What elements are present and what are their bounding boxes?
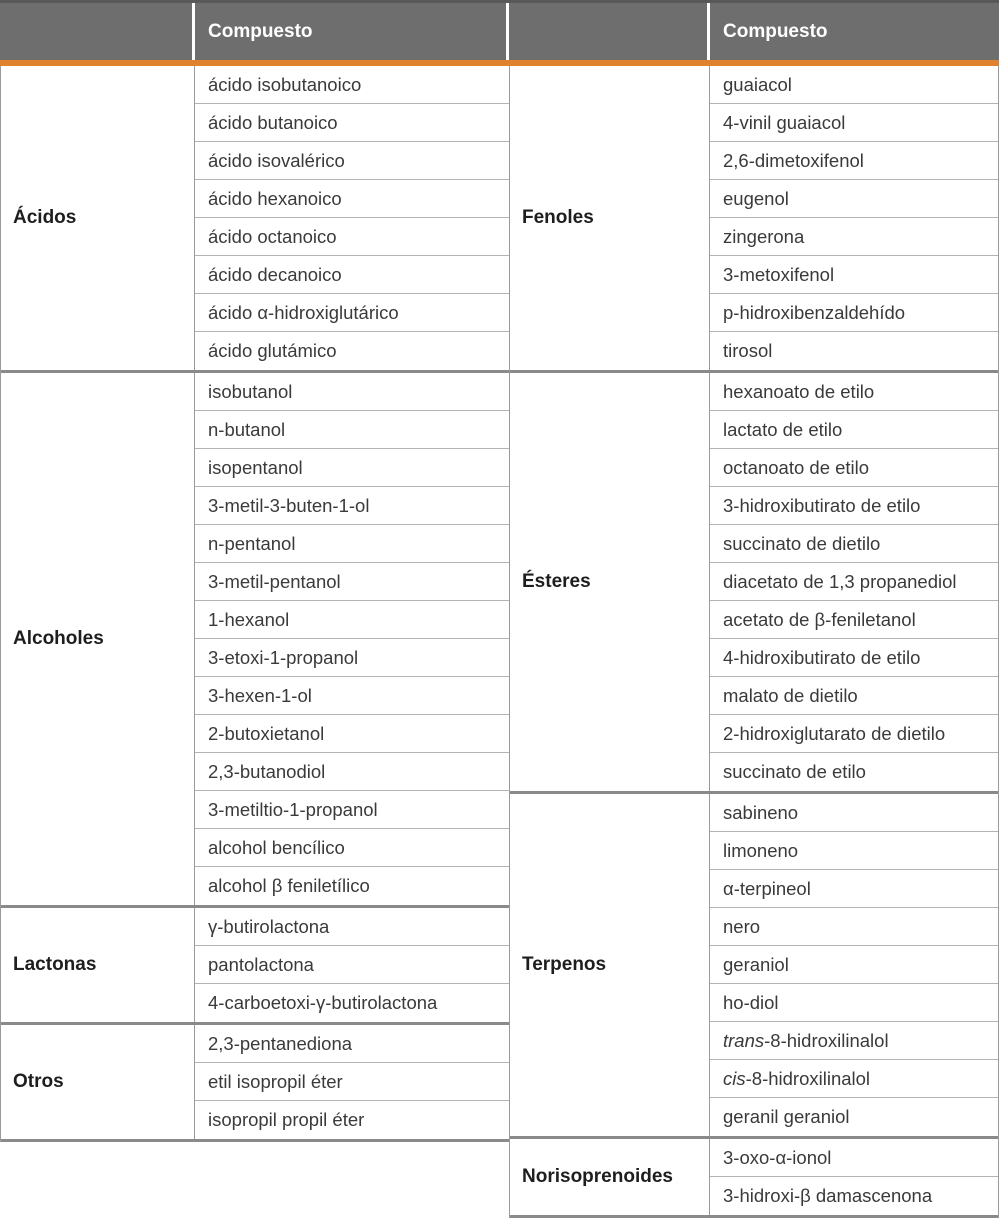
compound-cell: n-butanol bbox=[195, 411, 509, 449]
compound-cell: 3-hidroxi-β damascenona bbox=[723, 1185, 933, 1206]
compound-cell: n-pentanol bbox=[195, 525, 509, 563]
compound-cell: guaiacol bbox=[710, 66, 998, 104]
compound-cell: ho-diol bbox=[710, 984, 998, 1022]
compound-cell bbox=[710, 1022, 998, 1060]
compound-cell: 3-metiltio-1-propanol bbox=[195, 791, 509, 829]
section-fenoles bbox=[510, 66, 998, 370]
category-cell-lactonas: Lactonas bbox=[1, 908, 195, 1022]
section-acidos bbox=[1, 66, 509, 370]
compound-cell: ácido octanoico bbox=[195, 218, 509, 256]
compound-rows bbox=[195, 908, 509, 1022]
compound-cell: alcohol bencílico bbox=[195, 829, 509, 867]
compound-cell: ácido α-hidroxiglutárico bbox=[195, 294, 509, 332]
compound-cell: 3-hidroxibutirato de etilo bbox=[710, 487, 998, 525]
category-cell-acidos: Ácidos bbox=[1, 66, 195, 370]
compound-cell: diacetato de 1,3 propanediol bbox=[710, 563, 998, 601]
compound-cell: 3-oxo-α-ionol bbox=[710, 1139, 998, 1177]
compound-cell: geraniol bbox=[710, 946, 998, 984]
compound-cell: succinato de dietilo bbox=[710, 525, 998, 563]
compound-rows bbox=[195, 373, 509, 905]
category-cell-otros: Otros bbox=[1, 1025, 195, 1139]
compound-cell: 2-hidroxiglutarato de dietilo bbox=[710, 715, 998, 753]
table-header-row bbox=[0, 3, 999, 60]
compound-cell: isobutanol bbox=[195, 373, 509, 411]
compound-cell: 3-metil-pentanol bbox=[195, 563, 509, 601]
left-table bbox=[0, 66, 509, 1142]
header-cell-compuesto-left: Compuesto bbox=[195, 3, 509, 60]
compound-cell: 4-carboetoxi-γ-butirolactona bbox=[208, 992, 438, 1013]
compound-cell: 3-metoxifenol bbox=[710, 256, 998, 294]
compound-cell: 2,6-dimetoxifenol bbox=[710, 142, 998, 180]
compound-cell: eugenol bbox=[710, 180, 998, 218]
compound-cell: ácido butanoico bbox=[195, 104, 509, 142]
compound-cell: geranil geraniol bbox=[723, 1106, 850, 1127]
compound-italic-prefix: trans bbox=[723, 1029, 765, 1051]
compound-text: -8-hidroxilinalol bbox=[745, 1067, 871, 1089]
compound-cell: ácido decanoico bbox=[195, 256, 509, 294]
compound-rows bbox=[195, 66, 509, 370]
compound-cell: 2,3-pentanediona bbox=[195, 1025, 509, 1063]
compound-cell: etil isopropil éter bbox=[195, 1063, 509, 1101]
compound-cell: ácido isovalérico bbox=[195, 142, 509, 180]
section-lactonas bbox=[1, 905, 509, 1022]
compound-cell: nero bbox=[710, 908, 998, 946]
compound-cell: ácido glutámico bbox=[208, 340, 337, 361]
compound-cell: 3-etoxi-1-propanol bbox=[195, 639, 509, 677]
compound-italic-prefix: cis bbox=[723, 1067, 746, 1089]
table-body bbox=[0, 66, 999, 1218]
compound-cell: isopropil propil éter bbox=[208, 1109, 365, 1130]
compound-cell: 1-hexanol bbox=[195, 601, 509, 639]
compound-cell: 3-metil-3-buten-1-ol bbox=[195, 487, 509, 525]
compound-rows bbox=[710, 794, 998, 1136]
compound-cell: sabineno bbox=[710, 794, 998, 832]
compound-rows bbox=[710, 1139, 998, 1215]
section-terpenos bbox=[510, 791, 998, 1136]
header-cell-compuesto-right: Compuesto bbox=[710, 3, 999, 60]
compound-cell bbox=[710, 1060, 998, 1098]
compound-cell: hexanoato de etilo bbox=[710, 373, 998, 411]
category-cell-alcoholes: Alcoholes bbox=[1, 373, 195, 905]
section-otros bbox=[1, 1022, 509, 1142]
compound-rows bbox=[710, 66, 998, 370]
compound-cell: pantolactona bbox=[195, 946, 509, 984]
compound-cell: lactato de etilo bbox=[710, 411, 998, 449]
category-cell-terpenos: Terpenos bbox=[510, 794, 710, 1136]
compound-rows bbox=[710, 373, 998, 791]
compound-rows bbox=[195, 1025, 509, 1139]
compound-cell: acetato de β-feniletanol bbox=[710, 601, 998, 639]
compound-cell: ácido isobutanoico bbox=[195, 66, 509, 104]
compound-text: -8-hidroxilinalol bbox=[764, 1029, 889, 1051]
category-cell-esteres: Ésteres bbox=[510, 373, 710, 791]
right-table bbox=[509, 66, 999, 1218]
compound-cell: limoneno bbox=[710, 832, 998, 870]
category-cell-norisoprenoides: Norisoprenoides bbox=[510, 1139, 710, 1215]
compound-cell: γ-butirolactona bbox=[195, 908, 509, 946]
section-norisoprenoides bbox=[510, 1136, 998, 1218]
compound-cell: isopentanol bbox=[195, 449, 509, 487]
compound-cell: succinato de etilo bbox=[723, 761, 866, 782]
compound-cell: 3-hexen-1-ol bbox=[195, 677, 509, 715]
compound-cell: octanoato de etilo bbox=[710, 449, 998, 487]
header-cell-category-left bbox=[0, 3, 195, 60]
compound-cell: tirosol bbox=[723, 340, 773, 361]
compound-cell: 2-butoxietanol bbox=[195, 715, 509, 753]
compound-cell: alcohol β feniletílico bbox=[208, 875, 370, 896]
section-alcoholes bbox=[1, 370, 509, 905]
compound-cell: malato de dietilo bbox=[710, 677, 998, 715]
compound-cell: 2,3-butanodiol bbox=[195, 753, 509, 791]
compound-cell: α-terpineol bbox=[710, 870, 998, 908]
compound-cell: 4-hidroxibutirato de etilo bbox=[710, 639, 998, 677]
compound-cell: 4-vinil guaiacol bbox=[710, 104, 998, 142]
compound-cell: zingerona bbox=[710, 218, 998, 256]
header-cell-category-right bbox=[509, 3, 710, 60]
compound-cell: p-hidroxibenzaldehído bbox=[710, 294, 998, 332]
compound-cell: ácido hexanoico bbox=[195, 180, 509, 218]
section-esteres bbox=[510, 370, 998, 791]
category-cell-fenoles: Fenoles bbox=[510, 66, 710, 370]
